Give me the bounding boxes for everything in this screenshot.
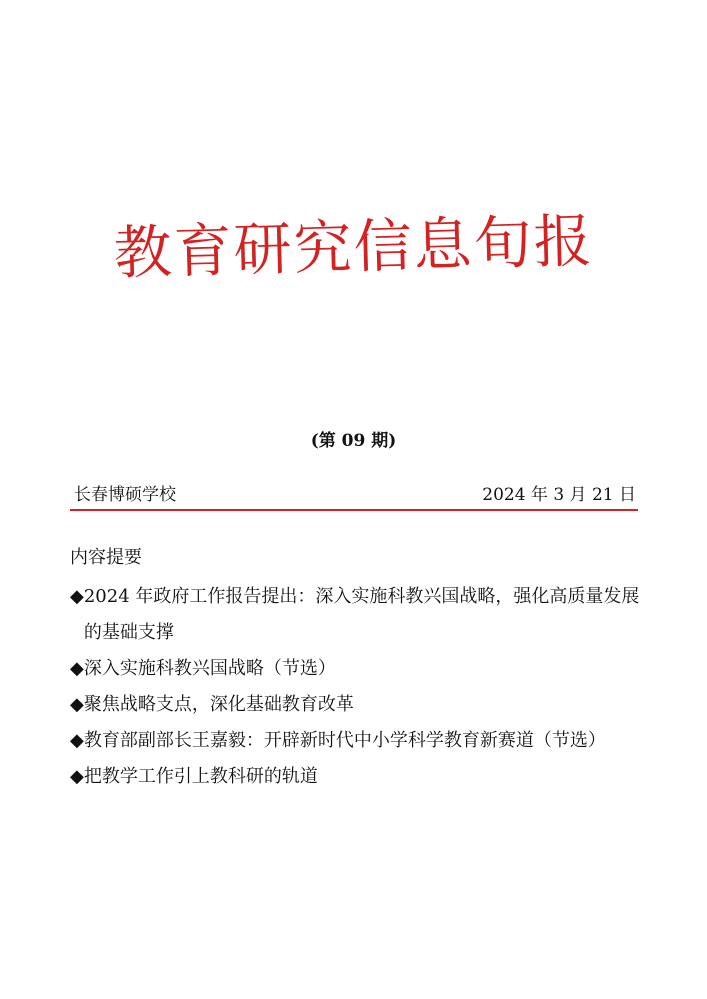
issue-number: (第 09 期) [310,431,397,451]
diamond-bullet-icon: ◆ [70,586,84,607]
contents-item-text: 把教学工作引上教科研的轨道 [83,766,318,787]
contents-item-text: 深入实施科教兴国战略（节选） [83,658,336,679]
contents-item [70,759,642,795]
contents-summary [70,543,642,795]
contents-item [70,723,642,759]
diamond-bullet-icon: ◆ [70,658,84,679]
masthead-title: 教育研究信息旬报 [112,206,595,288]
contents-item [70,687,642,723]
contents-title: 内容提要 [70,547,142,568]
diamond-bullet-icon: ◆ [70,766,84,787]
contents-item-text: 2024 年政府工作报告提出：深入实施科教兴国战略，强化高质量发展的基础支撑 [83,586,640,643]
contents-item [70,579,642,651]
contents-item [70,651,642,687]
school-name: 长春博硕学校 [74,485,176,505]
contents-item-text: 聚焦战略支点，深化基础教育改革 [83,694,354,715]
header-divider [70,509,638,511]
contents-item-text: 教育部副部长王嘉毅：开辟新时代中小学科学教育新赛道（节选） [83,730,606,751]
diamond-bullet-icon: ◆ [70,730,84,751]
publication-header [74,480,636,505]
diamond-bullet-icon: ◆ [70,694,84,715]
publication-date: 2024 年 3 月 21 日 [482,485,636,505]
